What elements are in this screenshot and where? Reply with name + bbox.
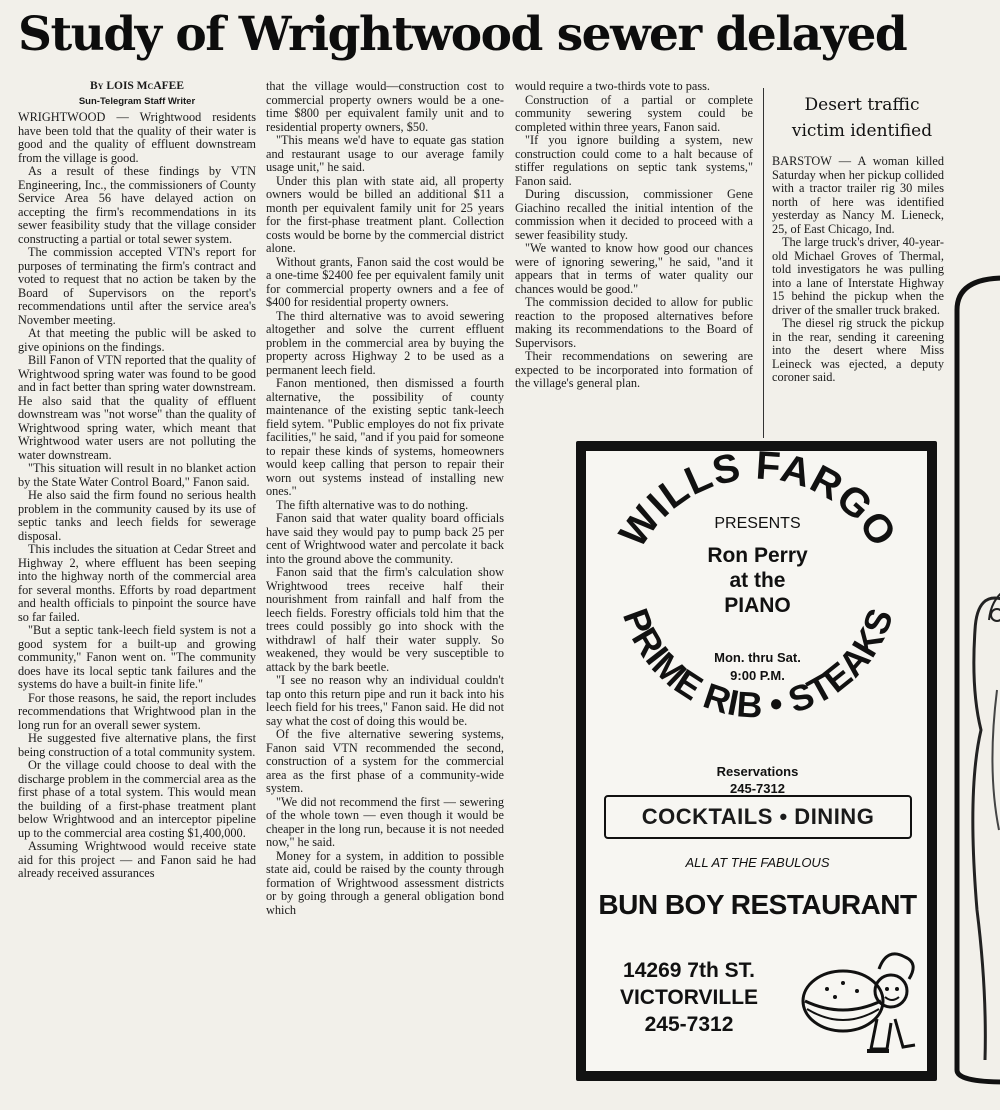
ad-arc-bottom-text: PRIME RIB • STEAKS: [614, 603, 902, 726]
paragraph: For those reasons, he said, the report includes recommendations that Wrightwood plan in the long run for an overall sewer system.: [18, 690, 256, 732]
paragraph: "This situation will result in no blanket action by the State Water Control Board," Fanon said.: [18, 461, 256, 489]
paragraph: Without grants, Fanon said the cost would be a one-time $2400 fee per equivalent family unit for commercial property owners and a fee of $400 for residential property owners.: [266, 254, 504, 309]
ad-hours: [586, 649, 929, 685]
ad-address-street: 14269 7th ST.: [623, 959, 755, 982]
paragraph: Fanon mentioned, then dismissed a fourth alternative, the possibility of county maintenance of the existing septic tank-leech field sytem. "Public employes do not fix private facilities," he said, "and if you paid for someone to repair these kinds of systems, homeowners would keep calling that person to repair their worn out systems instead of installing new ones.": [266, 376, 504, 498]
ad-performer-name: Ron Perry: [707, 544, 808, 567]
paragraph: would require a two-thirds vote to pass.: [515, 80, 711, 93]
paragraph: Money for a system, in addition to possible state aid, could be raised by the county through formation of Wrightwood assessment districts or by going through a general obligation bond which: [266, 848, 504, 917]
ad-address-phone: 245-7312: [644, 1013, 734, 1036]
ad-frame: [585, 450, 928, 1072]
paragraph: He suggested five alternative plans, the first being construction of a total community system.: [18, 731, 256, 759]
ad-hours-time: 9:00 P.M.: [730, 668, 785, 683]
restaurant-advertisement: [576, 441, 937, 1081]
bun-boy-mascot-illustration: [791, 939, 923, 1071]
paragraph: "We did not recommend the first — sewering of the whole town — even though it would be cheaper in the long run, because it is not needed now," he said.: [266, 794, 504, 849]
paragraph: The commission decided to allow for public reaction to the proposed alternatives before making its recommendations to the Board of Supervisors.: [515, 295, 753, 350]
byline-role: Sun-Telegram Staff Writer: [78, 95, 196, 107]
ad-reservations-phone: 245-7312: [730, 781, 785, 796]
paragraph: Bill Fanon of VTN reported that the quality of Wrightwood spring water was found to be good and in fact better than spring water downstream. He also said that the quality of effluent downstream was "not worse" than the quality of Wrightwood spring water, which meant that Wrightwood water users are not polluting the water downstream.: [18, 353, 256, 462]
adjacent-ad-fragment: [947, 270, 1000, 1085]
ad-reservations-label: Reservations: [716, 764, 799, 779]
ad-reservations: [586, 763, 929, 797]
paragraph: "I see no reason why an individual couldn't tap onto this return pipe and run it back into his leech field for his trees," Fanon said. He did not say what the cost of doing this would be.: [266, 673, 504, 728]
paragraph: "If you ignore building a system, new construction could come to a halt because of stiffer regulations on septic tank systems," Fanon said.: [515, 133, 753, 188]
byline: By LOIS McAFEE: [90, 80, 184, 92]
article-column-1: [18, 80, 256, 1105]
ad-cocktails-banner: COCKTAILS • DINING: [604, 795, 912, 839]
paragraph: "But a septic tank-leech field system is not a good system for a built-up and growing community," Fanon went on. "The community does have its local septic tank failures and the systems do have a built-in finite life.": [18, 623, 256, 691]
paragraph: Assuming Wrightwood would receive state aid for this project — and Fanon said he had already received assurances: [18, 839, 256, 880]
sidebar-headline: [772, 92, 952, 144]
ad-performer: [586, 543, 929, 618]
sidebar-headline-line2: victim identified: [791, 121, 933, 141]
paragraph: that the village would—construction cost to commercial property owners would be a one-time $800 per equivalent family unit and to residential property owners, $50.: [266, 80, 504, 134]
ad-address: [604, 957, 774, 1038]
ad-fabulous: ALL AT THE FABULOUS: [685, 855, 830, 870]
paragraph: The diesel rig struck the pickup in the rear, sending it careening into the desert where Miss Leineck was ejected, a deputy coroner said.: [772, 316, 944, 384]
paragraph: Fanon said that water quality board officials have said they would pay to pump back 25 per cent of Wrightwood water and percolate it back into the ground above the community.: [266, 511, 504, 566]
ad-address-city: VICTORVILLE: [619, 986, 759, 1009]
paragraph: "We wanted to know how good our chances were of ignoring sewering," he said, "and it appears that in terms of water quality our chances would be good.": [515, 241, 753, 296]
paragraph: As a result of these findings by VTN Engineering, Inc., the commissioners of County Service Area 56 have delayed action on accepting the firm's recommendations in its sewer feasibility study that the village consider constructing a partial or total sewer system.: [18, 164, 256, 246]
paragraph: During discussion, commissioner Gene Giachino recalled the initial intention of the commission when it decided to proceed with a sewer feasibility study.: [515, 187, 753, 242]
article-headline: Study of Wrightwood sewer delayed: [18, 7, 907, 62]
paragraph: He also said the firm found no serious health problem in the community caused by its use of septic tanks and leech fields for sewerage disposal.: [18, 488, 256, 543]
paragraph: "This means we'd have to equate gas station and restaurant usage to our average family usage unit," he said.: [266, 133, 504, 174]
sidebar-headline-line1: Desert traffic: [804, 95, 920, 115]
paragraph: The third alternative was to avoid sewering altogether and solve the current effluent problem in the commercial area by buying the property across Highway 2 to be used as a permanent leech field.: [266, 308, 504, 377]
paragraph: BARSTOW — A woman killed Saturday when her pickup collided with a tractor trailer rig 30 miles north of here was identified yesterday as Nancy M. Lieneck, 25, of East Chicago, Ind.: [772, 155, 944, 236]
paragraph: The fifth alternative was to do nothing.: [276, 497, 469, 512]
paragraph: Of the five alternative sewering systems, Fanon said VTN recommended the second, construction of a system for the commercial area as the first phase of a community-wide system.: [266, 727, 504, 795]
column-divider: [763, 88, 764, 438]
ad-performer-at: at the: [729, 569, 786, 592]
paragraph: Fanon said that the firm's calculation show Wrightwood trees receive half their nourishment from rainfall and half from the leech fields. Forestry officials told him that the trees could possibly go into shock with the withdrawl of half their water supply. So weakened, they would be very susceptible to attack by the bark beetle.: [266, 565, 504, 674]
paragraph: The large truck's driver, 40-year-old Michael Groves of Thermal, told investigators he was pulling into a lane of Interstate Highway 15 behind the pickup when the driver of the smaller truck braked.: [772, 235, 944, 317]
paragraph: This includes the situation at Cedar Street and Highway 2, where effluent has been seeping into the highway north of the commercial area for several months. Efforts by road department and health officials to pinpoint the source have so far failed.: [18, 542, 256, 624]
paragraph: Their recommendations on sewering are expected to be incorporated into formation of the village's general plan.: [515, 349, 753, 390]
ad-performer-instrument: PIANO: [724, 594, 791, 617]
ad-presents: PRESENTS: [714, 515, 801, 532]
article-column-2: [266, 80, 504, 1090]
sidebar-story: [772, 155, 944, 437]
ad-arc-top-text: WILLS FARGO: [611, 451, 906, 556]
paragraph: At that meeting the public will be asked to give opinions on the findings.: [18, 326, 256, 354]
paragraph: Construction of a partial or complete community sewering system could be completed within three years, Fanon said.: [515, 92, 753, 134]
ad-hours-days: Mon. thru Sat.: [714, 650, 801, 665]
paragraph: Or the village could choose to deal with the discharge problem in the commercial area as the first phase of a total system. This would mean the building of a first-phase treatment plant below Wrightwood and an interceptor pipeline up to the commercial area costing $1,400,000.: [18, 758, 256, 840]
paragraph: WRIGHTWOOD — Wrightwood residents have been told that the quality of their water is good and the quality of effluent downstream from the village is good.: [18, 110, 256, 165]
article-column-3: [515, 80, 753, 435]
paragraph: The commission accepted VTN's report for purposes of terminating the firm's contract and voted to request that no action be taken by the Board of Supervisors on the report's recommendations until after the service area's November meeting.: [18, 245, 256, 327]
ad-restaurant-name: BUN BOY RESTAURANT: [598, 889, 917, 920]
paragraph: Under this plan with state aid, all property owners would be billed an additional $11 a month per equivalent family unit for 25 years for the first-phase treatment plant. Collection costs would be borne by the commercial district alone.: [266, 173, 504, 255]
